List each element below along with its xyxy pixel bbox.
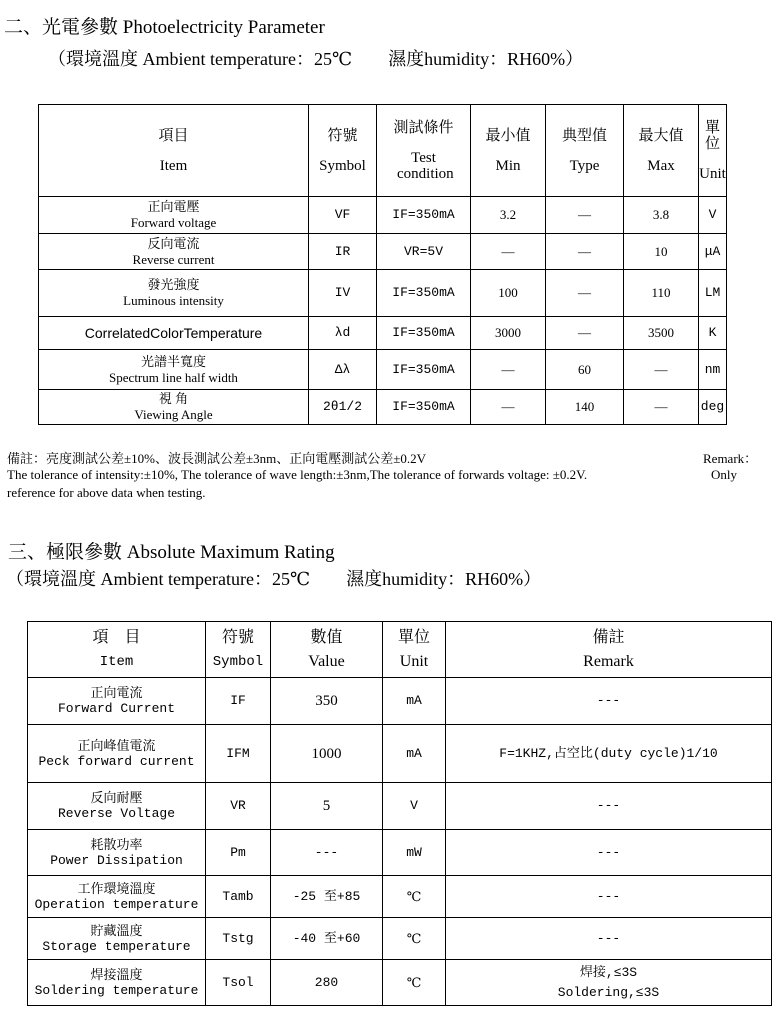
remark-cell: 焊接,≤3S Soldering,≤3S — [446, 960, 772, 1006]
header-test-condition: 測試條件 Test condition — [377, 105, 471, 197]
min-cell: — — [471, 390, 546, 425]
value-cell: --- — [271, 830, 383, 876]
unit-cell: mA — [383, 678, 446, 725]
symbol-cell: VF — [309, 197, 377, 234]
min-cell: 3000 — [471, 317, 546, 350]
header-value: 數值 Value — [271, 622, 383, 678]
symbol-cell: λd — [309, 317, 377, 350]
item-cell: 視 角 Viewing Angle — [39, 390, 309, 425]
item-cell: 正向電壓 Forward voltage — [39, 197, 309, 234]
header-symbol: 符號 Symbol — [309, 105, 377, 197]
remark-cell: --- — [446, 876, 772, 918]
item-cell: 耗散功率 Power Dissipation — [28, 830, 206, 876]
header-item: 項目 Item — [39, 105, 309, 197]
header-remark: 備註 Remark — [446, 622, 772, 678]
symbol-cell: 2θ1/2 — [309, 390, 377, 425]
unit-cell: mA — [383, 725, 446, 783]
item-cell: 正向電流 Forward Current — [28, 678, 206, 725]
unit-cell: ℃ — [383, 876, 446, 918]
symbol-cell: IV — [309, 270, 377, 317]
absolute-max-table — [27, 621, 772, 1006]
typ-cell: 60 — [546, 350, 624, 390]
tolerance-note-en-2: reference for above data when testing. — [7, 485, 206, 500]
typ-cell: — — [546, 270, 624, 317]
value-cell: 1000 — [271, 725, 383, 783]
condition-cell: IF=350mA — [377, 350, 471, 390]
condition-cell: IF=350mA — [377, 317, 471, 350]
header-item: 項 目 Item — [28, 622, 206, 678]
unit-cell: ℃ — [383, 960, 446, 1006]
photoelectric-table — [38, 104, 727, 425]
item-cell: 貯藏溫度 Storage temperature — [28, 918, 206, 960]
max-cell: 10 — [624, 234, 699, 270]
value-cell: 280 — [271, 960, 383, 1006]
remark-label: Remark： — [703, 451, 758, 466]
unit-cell: mW — [383, 830, 446, 876]
unit-cell: V — [383, 783, 446, 830]
unit-cell: ℃ — [383, 918, 446, 960]
section1-title: 二、光電參數 Photoelectricity Parameter — [4, 17, 325, 38]
symbol-cell: Δλ — [309, 350, 377, 390]
remark-cell: --- — [446, 830, 772, 876]
item-cell: 發光強度 Luminous intensity — [39, 270, 309, 317]
unit-cell: nm — [699, 350, 727, 390]
symbol-cell: VR — [206, 783, 271, 830]
header-unit: 單位 Unit — [699, 105, 727, 197]
section2-title: 三、極限參數 Absolute Maximum Rating — [8, 542, 335, 563]
table-header-row — [39, 105, 727, 197]
table-row — [28, 725, 772, 783]
symbol-cell: Tstg — [206, 918, 271, 960]
section2-conditions: （環境溫度 Ambient temperature：25℃ 濕度humidity：RH60%） — [6, 569, 542, 589]
min-cell: — — [471, 350, 546, 390]
item-cell: 焊接溫度 Soldering temperature — [28, 960, 206, 1006]
tolerance-note-en: The tolerance of intensity:±10%, The tolerance of wave length:±3nm,The tolerance of forwards voltage: ±0.2V. — [7, 467, 588, 482]
table-row — [28, 876, 772, 918]
remark-cell: --- — [446, 678, 772, 725]
max-cell: 110 — [624, 270, 699, 317]
table-row — [39, 350, 727, 390]
table-row — [28, 918, 772, 960]
table-row — [39, 317, 727, 350]
table-row — [39, 390, 727, 425]
table-row — [28, 830, 772, 876]
max-cell: 3500 — [624, 317, 699, 350]
table-row — [39, 270, 727, 317]
max-cell: 3.8 — [624, 197, 699, 234]
header-unit: 單位 Unit — [383, 622, 446, 678]
min-cell: 100 — [471, 270, 546, 317]
remark-cell: --- — [446, 783, 772, 830]
unit-cell: deg — [699, 390, 727, 425]
typ-cell: — — [546, 234, 624, 270]
remark-cell: --- — [446, 918, 772, 960]
symbol-cell: IFM — [206, 725, 271, 783]
tolerance-note-zh: 備註：亮度測試公差±10%、波長測試公差±3nm、正向電壓測試公差±0.2V — [7, 451, 426, 466]
only-label: Only — [711, 467, 737, 482]
max-cell: — — [624, 350, 699, 390]
item-cell: 反向耐壓 Reverse Voltage — [28, 783, 206, 830]
item-cell: 反向電流 Reverse current — [39, 234, 309, 270]
item-cell: CorrelatedColorTemperature — [39, 317, 309, 350]
symbol-cell: Tamb — [206, 876, 271, 918]
min-cell: — — [471, 234, 546, 270]
header-type: 典型值 Type — [546, 105, 624, 197]
value-cell: -40 至+60 — [271, 918, 383, 960]
header-symbol: 符號 Symbol — [206, 622, 271, 678]
min-cell: 3.2 — [471, 197, 546, 234]
table-row — [39, 234, 727, 270]
section1-conditions: （環境溫度 Ambient temperature：25℃ 濕度humidity：RH60%） — [48, 49, 584, 69]
typ-cell: — — [546, 317, 624, 350]
unit-cell: LM — [699, 270, 727, 317]
table-row — [28, 783, 772, 830]
table-row — [39, 197, 727, 234]
symbol-cell: IR — [309, 234, 377, 270]
item-cell: 正向峰值電流 Peck forward current — [28, 725, 206, 783]
value-cell: 350 — [271, 678, 383, 725]
typ-cell: — — [546, 197, 624, 234]
header-min: 最小值 Min — [471, 105, 546, 197]
value-cell: 5 — [271, 783, 383, 830]
condition-cell: IF=350mA — [377, 197, 471, 234]
value-cell: -25 至+85 — [271, 876, 383, 918]
table-row — [28, 678, 772, 725]
unit-cell: μA — [699, 234, 727, 270]
condition-cell: IF=350mA — [377, 390, 471, 425]
max-cell: — — [624, 390, 699, 425]
symbol-cell: Pm — [206, 830, 271, 876]
condition-cell: IF=350mA — [377, 270, 471, 317]
item-cell: 工作環境溫度 Operation temperature — [28, 876, 206, 918]
typ-cell: 140 — [546, 390, 624, 425]
unit-cell: V — [699, 197, 727, 234]
symbol-cell: Tsol — [206, 960, 271, 1006]
item-cell: 光譜半寬度 Spectrum line half width — [39, 350, 309, 390]
table-header-row — [28, 622, 772, 678]
header-max: 最大值 Max — [624, 105, 699, 197]
condition-cell: VR=5V — [377, 234, 471, 270]
remark-cell: F=1KHZ,占空比(duty cycle)1/10 — [446, 725, 772, 783]
table-row — [28, 960, 772, 1006]
symbol-cell: IF — [206, 678, 271, 725]
unit-cell: K — [699, 317, 727, 350]
